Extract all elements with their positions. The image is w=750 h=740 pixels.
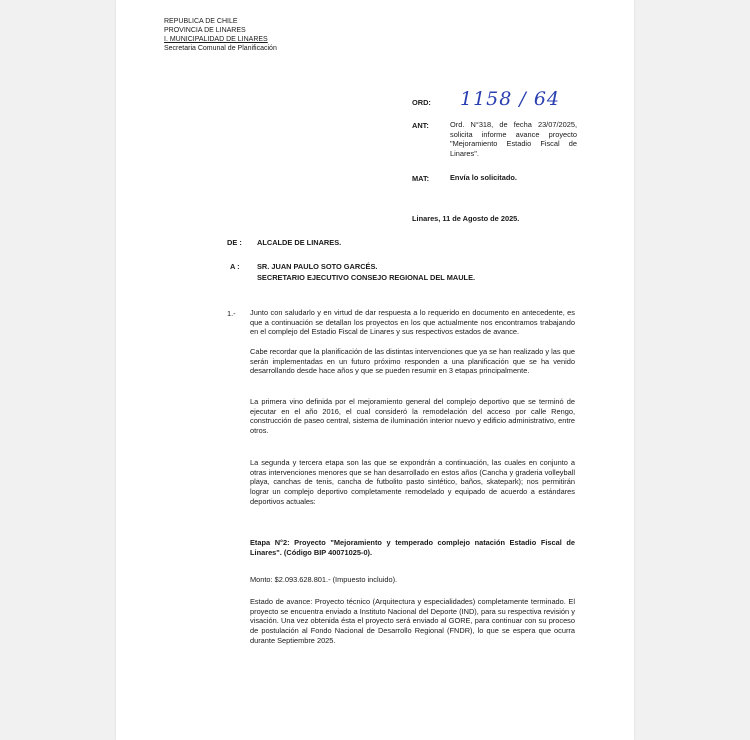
stage-2-title: Etapa N°2: Proyecto "Mejoramiento y temperado complejo natación Estadio Fiscal de Linares". (Código BIP 40071025-0). xyxy=(250,538,575,557)
project-amount: Monto: $2.093.628.801.- (Impuesto incluido). xyxy=(250,575,398,584)
mat-text: Envía lo solicitado. xyxy=(450,173,517,182)
ord-label: ORD: xyxy=(412,98,431,107)
paragraph-planning: Cabe recordar que la planificación de las distintas intervenciones que ya se han realizado y las que serán implementadas en un futuro próximo responden a una planificación que se ha venido desarrollando desde hace años y que se pueden resumir en 3 etapas principalmente. xyxy=(250,347,575,376)
recipient-title: SECRETARIO EJECUTIVO CONSEJO REGIONAL DEL MAULE. xyxy=(257,273,476,282)
paragraph-first-stage: La primera vino definida por el mejoramiento general del complejo deportivo que se terminó de ejecutar en el año 2016, el cual consideró la remodelación del acceso por calle Rengo, construcción de paseo central, sistema de iluminación interior nuevo y edificio administrativo, entre otros. xyxy=(250,397,575,436)
mat-label: MAT: xyxy=(412,174,430,183)
header-province: PROVINCIA DE LINARES xyxy=(164,27,246,34)
ant-label: ANT: xyxy=(412,121,429,130)
section-number: 1.- xyxy=(227,309,236,318)
paragraph-intro: Junto con saludarlo y en virtud de dar respuesta a lo requerido en documento en antecedente, es que a continuación se detallan los proyectos en los que actualmente nos encontramos trabajando en el complejo del Estadio Fiscal de Linares y sus respectivos estados de avance. xyxy=(250,308,575,337)
progress-status: Estado de avance: Proyecto técnico (Arquitectura y especialidades) completamente terminado. El proyecto se encuentra enviado a Instituto Nacional del Deporte (IND), para su respectiva revisión y visación. Una vez obtenida ésta el proyecto será enviado al GORE, para continuar con su proceso de postulación al Fondo Nacional de Desarrollo Regional (FNDR), lo que se espera que ocurra durante Septiembre 2025. xyxy=(250,597,575,645)
a-label: A : xyxy=(230,262,240,271)
de-label: DE : xyxy=(227,238,242,247)
ord-number-handwritten: 1158 / 64 xyxy=(460,88,561,110)
document-date: Linares, 11 de Agosto de 2025. xyxy=(412,214,520,223)
de-text: ALCALDE DE LINARES. xyxy=(257,238,342,247)
ant-text: Ord. N°318, de fecha 23/07/2025, solicita informe avance proyecto "Mejoramiento Estadio Fiscal de Linares". xyxy=(450,120,577,158)
header-department: Secretaria Comunal de Planificación xyxy=(164,45,277,52)
recipient-name: SR. JUAN PAULO SOTO GARCÉS. xyxy=(257,262,378,271)
header-republic: REPUBLICA DE CHILE xyxy=(164,18,238,25)
document-page xyxy=(116,0,634,740)
paragraph-second-third-stage: La segunda y tercera etapa son las que se expondrán a continuación, las cuales en conjunto a otras intervenciones menores que se han desarrollado en estos años (Cancha y graderia volleyball playa, canchas de tenis, cancha de futbolito pasto sintético, baños, skatepark); nos permitirán lograr un complejo deportivo completamente remodelado y equipado de acuerdo a estándares deportivos actuales: xyxy=(250,458,575,506)
header-municipality: I. MUNICIPALIDAD DE LINARES xyxy=(164,36,268,43)
